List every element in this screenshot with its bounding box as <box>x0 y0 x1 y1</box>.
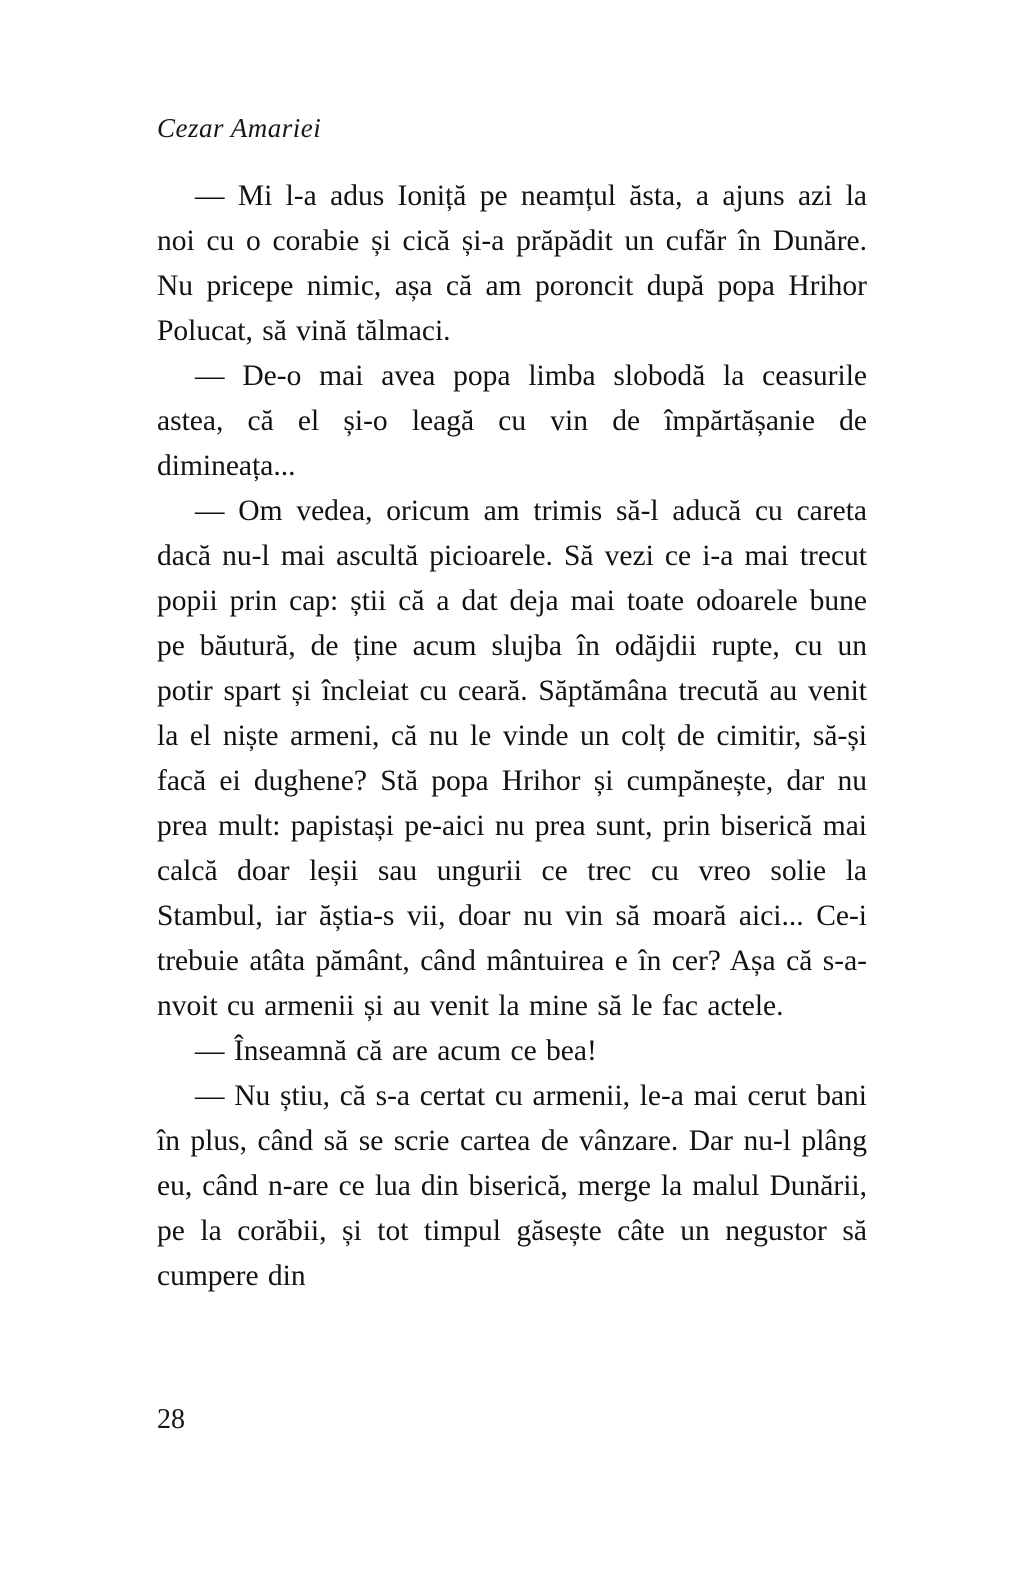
page-number: 28 <box>157 1404 185 1435</box>
running-header-author: Cezar Amariei <box>157 113 322 143</box>
paragraph-dialogue-5: — Nu știu, că s-a certat cu armenii, le-a mai cerut bani în plus, când să se scrie cartea de vânzare. Dar nu-l plâng eu, când n-are ce lua din biserică, merge la malul Dunării, pe la corăbii, și tot timpul găsește câte un negustor să cumpere din <box>157 1080 867 1292</box>
paragraph-dialogue-4: — Înseamnă că are acum ce bea! <box>195 1035 597 1067</box>
paragraph-dialogue-3: — Om vedea, oricum am trimis să-l aducă cu careta dacă nu-l mai ascultă picioarele. Să vezi ce i-a mai trecut popii prin cap: știi că a dat deja mai toate odoarele bune pe băutură, de ține acum slujba în odăjdii rupte, cu un potir spart și încleiat cu ceară. Săptămâna trecută au venit la el niște armeni, că nu le vinde un colț de cimitir, să-și facă ei dughene? Stă popa Hrihor și cumpănește, dar nu prea mult: papistași pe-aici nu prea sunt, prin biserică mai calcă doar leșii sau ungurii ce trec cu vreo solie la Stambul, iar ăștia-s vii, doar nu vin să moară aici... Ce-i trebuie atâta pământ, când mântuirea e în cer? Așa că s-a-nvoit cu armenii și au venit la mine să le fac actele. <box>157 495 867 1022</box>
body-text <box>157 174 867 1299</box>
paragraph-dialogue-1: — Mi l-a adus Ioniță pe neamțul ăsta, a ajuns azi la noi cu o corabie și cică și-a prăpădit un cufăr în Dunăre. Nu pricepe nimic, așa că am poroncit după popa Hrihor Polucat, să vină tălmaci. <box>157 180 867 347</box>
paragraph-dialogue-2: — De-o mai avea popa limba slobodă la ceasurile astea, că el și-o leagă cu vin de împărtășanie de dimineața... <box>157 360 867 482</box>
